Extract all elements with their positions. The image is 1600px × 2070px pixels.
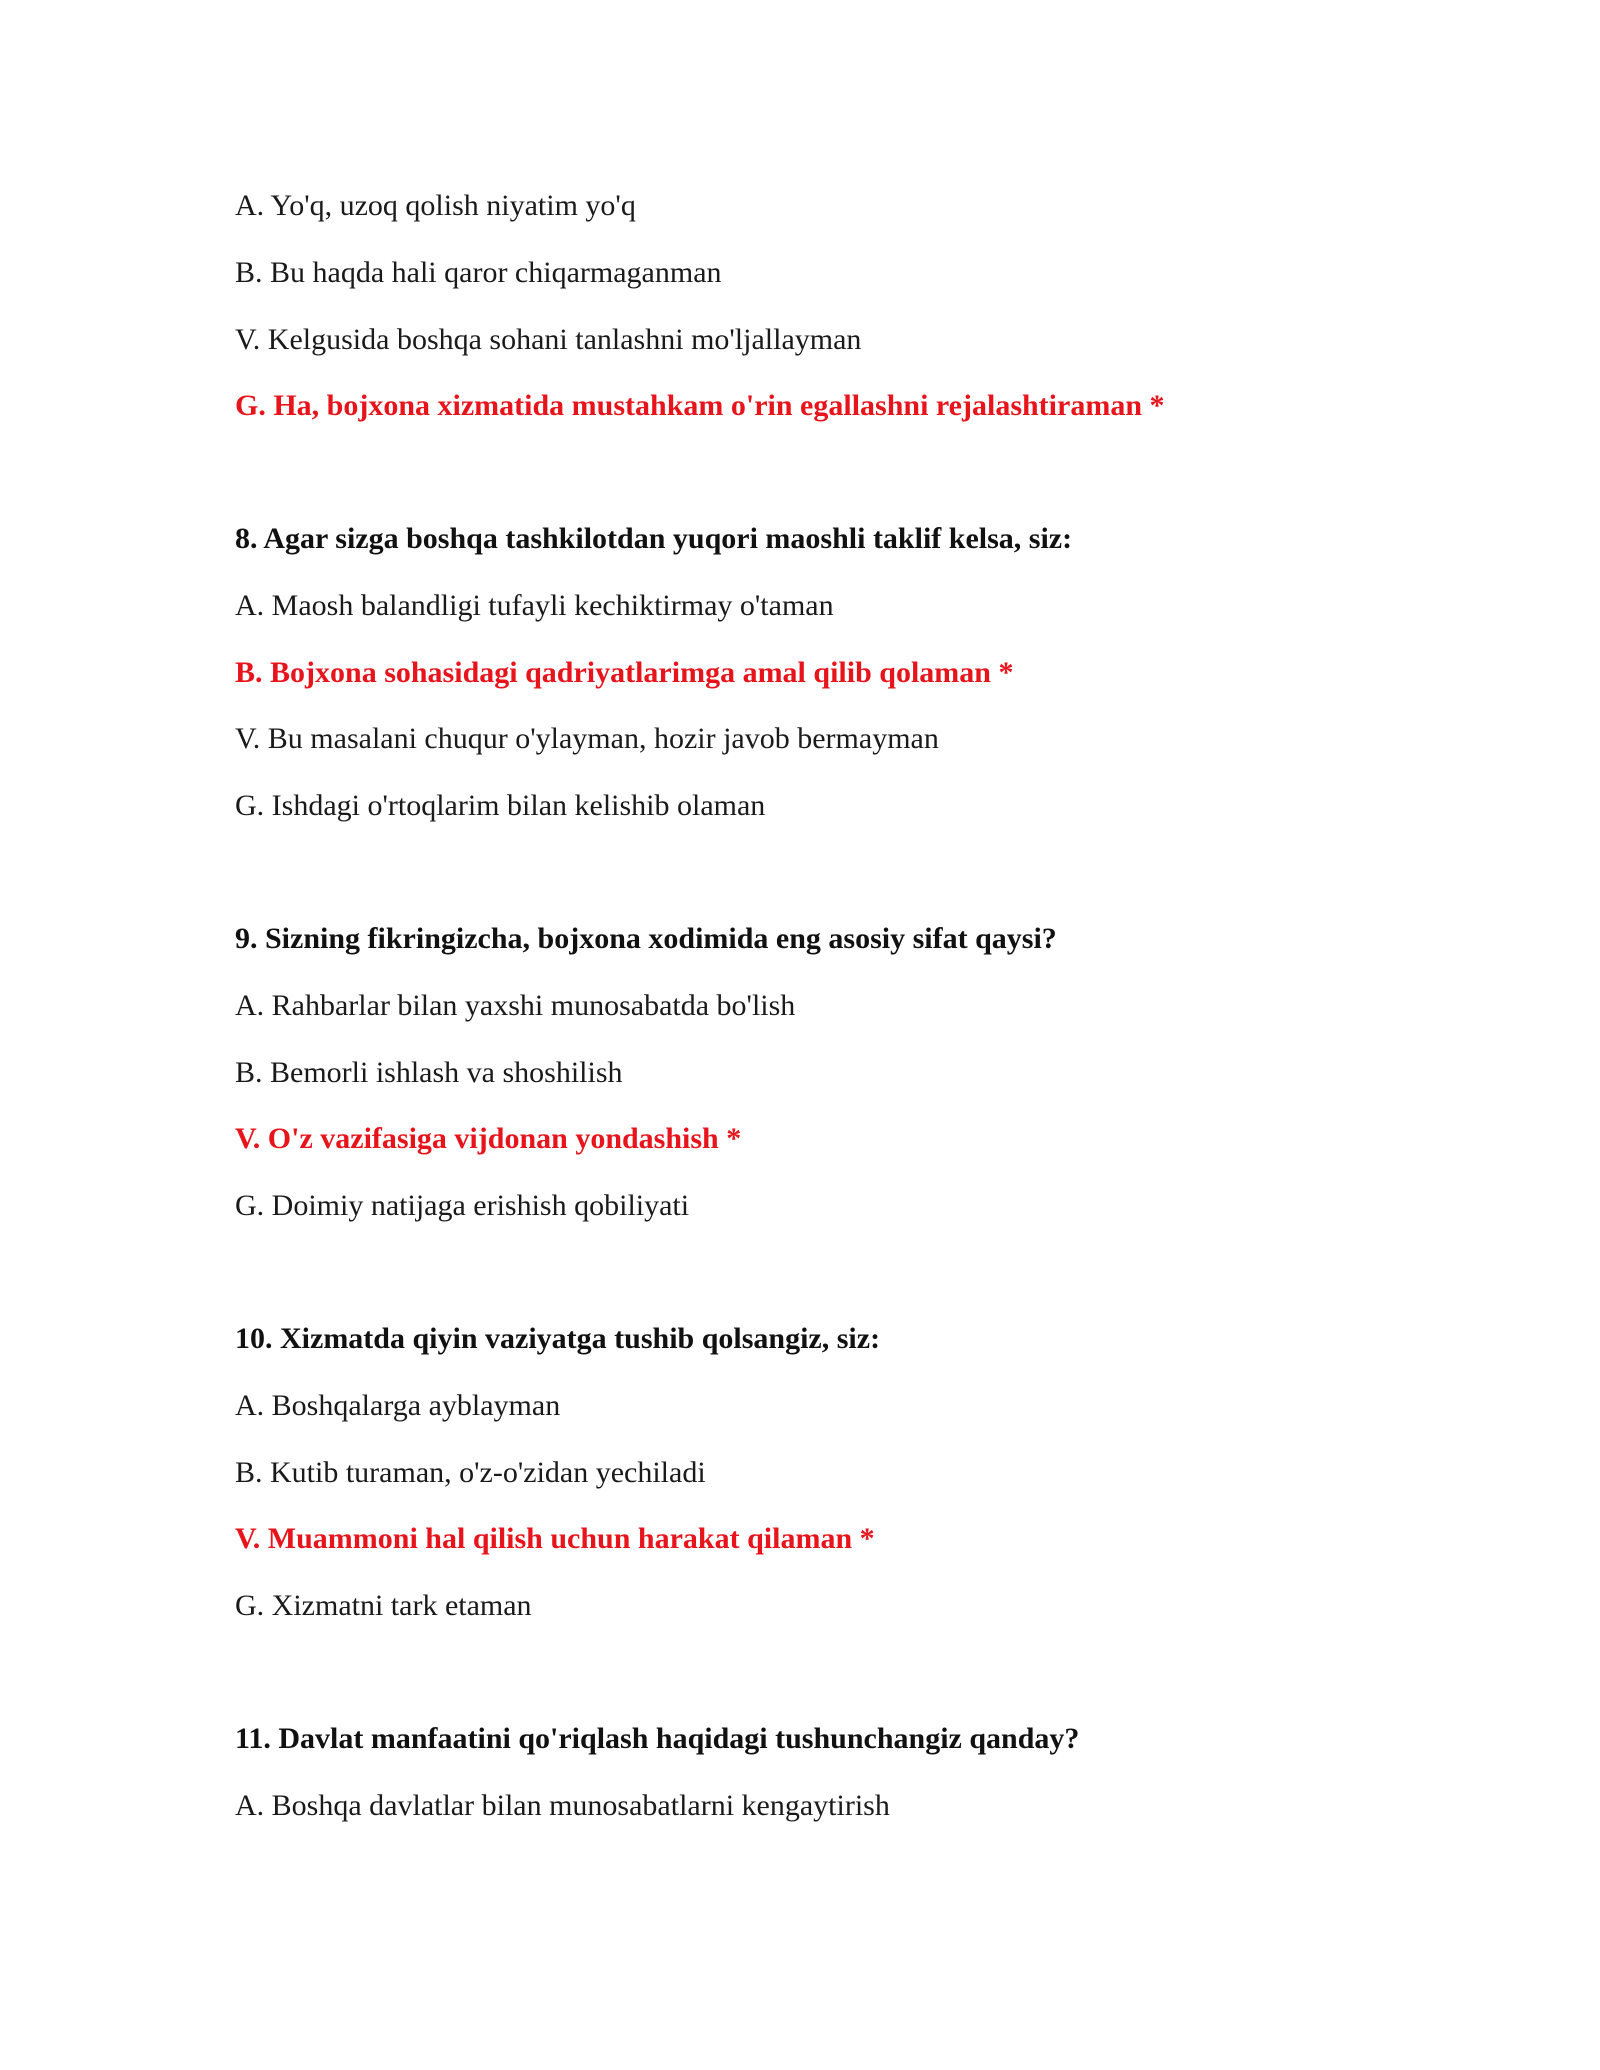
answer-option: B. Kutib turaman, o'z-o'zidan yechiladi	[235, 1456, 706, 1489]
answer-option: B. Bemorli ishlash va shoshilish	[235, 1056, 623, 1089]
answer-option: A. Boshqalarga ayblayman	[235, 1389, 561, 1422]
answer-option: G. Xizmatni tark etaman	[235, 1589, 532, 1622]
answer-option: G. Ishdagi o'rtoqlarim bilan kelishib olaman	[235, 789, 766, 822]
question-heading: 11. Davlat manfaatini qo'riqlash haqidagi tushunchangiz qanday?	[235, 1722, 1080, 1755]
answer-option-correct: G. Ha, bojxona xizmatida mustahkam o'rin egallashni rejalashtiraman *	[235, 389, 1165, 422]
answer-option: V. Kelgusida boshqa sohani tanlashni mo'ljallayman	[235, 323, 862, 356]
question-heading: 10. Xizmatda qiyin vaziyatga tushib qolsangiz, siz:	[235, 1322, 881, 1355]
question-heading: 9. Sizning fikringizcha, bojxona xodimida eng asosiy sifat qaysi?	[235, 922, 1057, 955]
answer-option: A. Yo'q, uzoq qolish niyatim yo'q	[235, 189, 636, 222]
answer-option: A. Rahbarlar bilan yaxshi munosabatda bo'lish	[235, 989, 796, 1022]
answer-option: G. Doimiy natijaga erishish qobiliyati	[235, 1189, 690, 1222]
answer-option-correct: V. O'z vazifasiga vijdonan yondashish *	[235, 1122, 742, 1155]
answer-option: V. Bu masalani chuqur o'ylayman, hozir javob bermayman	[235, 722, 939, 755]
answer-option: B. Bu haqda hali qaror chiqarmaganman	[235, 256, 722, 289]
answer-option-correct: V. Muammoni hal qilish uchun harakat qilaman *	[235, 1522, 875, 1555]
answer-option-correct: B. Bojxona sohasidagi qadriyatlarimga amal qilib qolaman *	[235, 656, 1014, 689]
answer-option: A. Boshqa davlatlar bilan munosabatlarni kengaytirish	[235, 1789, 890, 1822]
answer-option: A. Maosh balandligi tufayli kechiktirmay o'taman	[235, 589, 834, 622]
question-heading: 8. Agar sizga boshqa tashkilotdan yuqori maoshli taklif kelsa, siz:	[235, 522, 1073, 555]
